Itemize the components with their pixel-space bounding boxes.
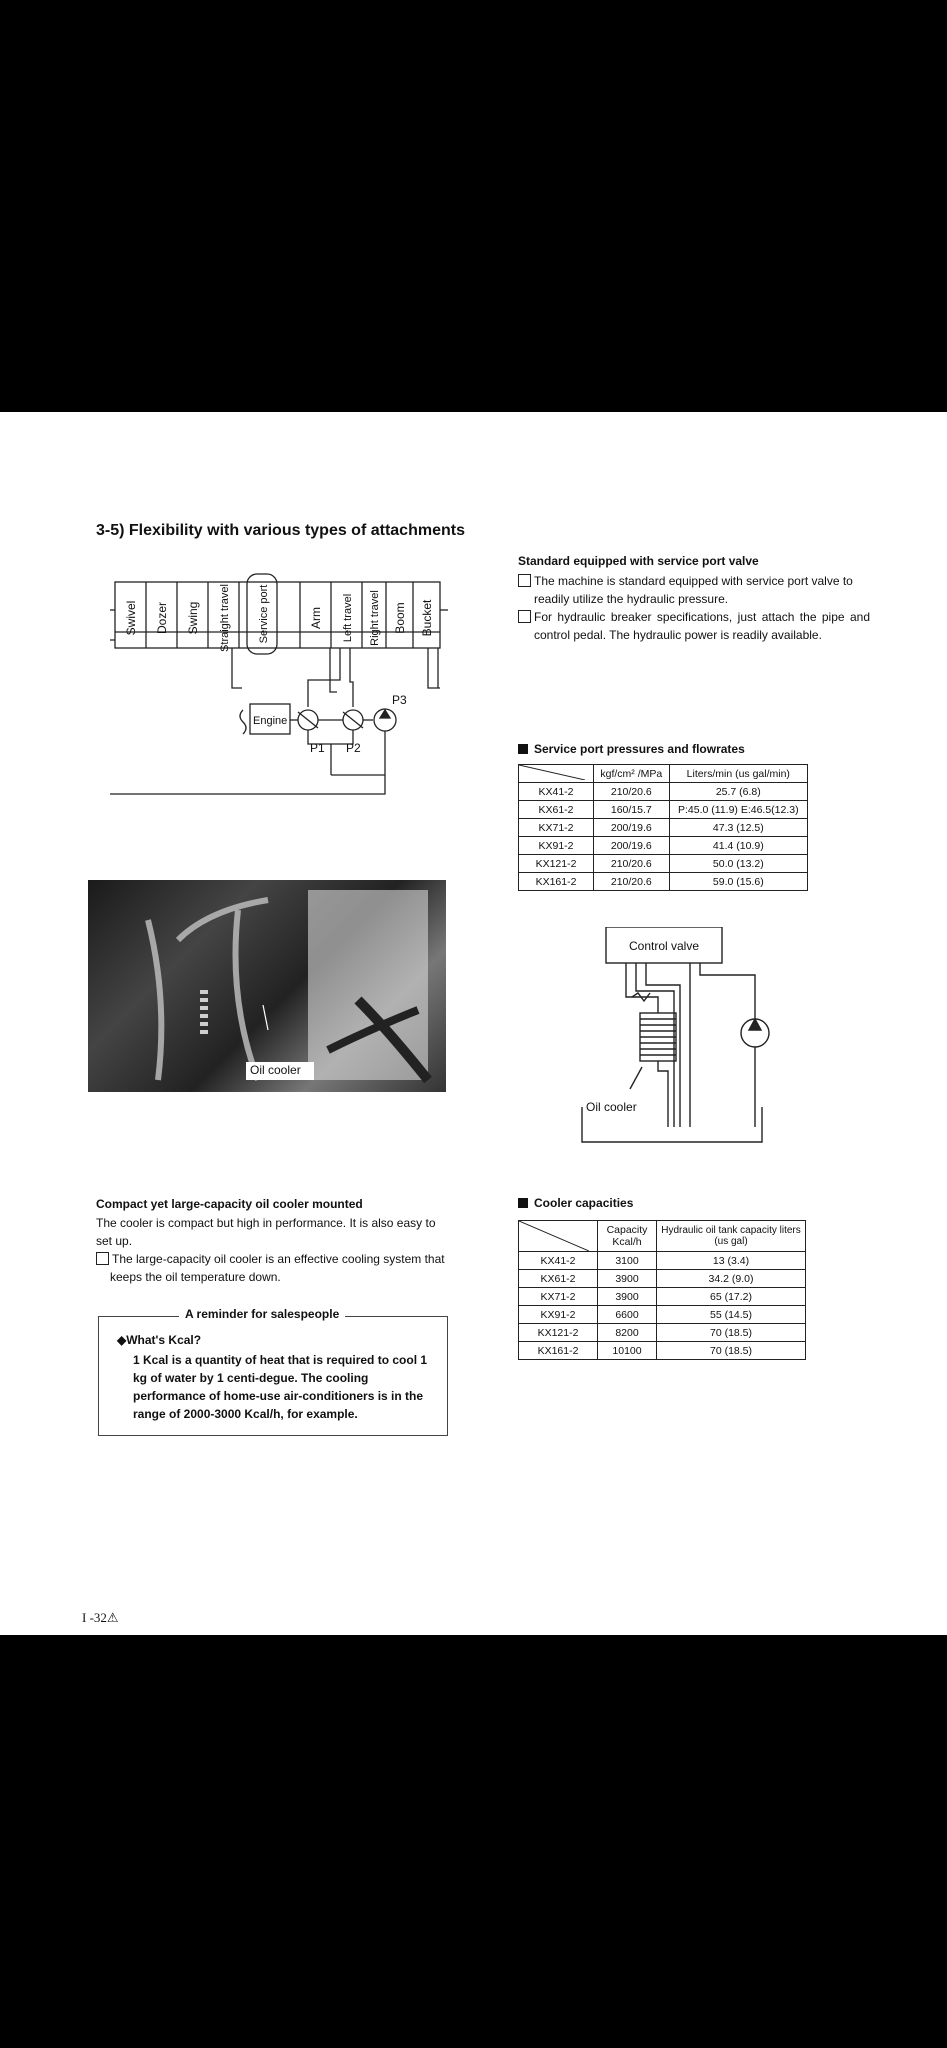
table-row	[519, 801, 808, 819]
cell: 8200	[598, 1324, 657, 1342]
cell: 59.0 (15.6)	[669, 873, 807, 891]
column-header: Hydraulic oil tank capacity liters (us gal)	[657, 1221, 806, 1252]
cell: 210/20.6	[594, 873, 670, 891]
checkbox-icon	[518, 610, 531, 623]
diagonal-cell	[519, 765, 594, 783]
cell: KX161-2	[519, 1342, 598, 1360]
reminder-title: A reminder for salespeople	[179, 1307, 345, 1321]
cell: KX121-2	[519, 855, 594, 873]
cell: 65 (17.2)	[657, 1288, 806, 1306]
heading-text: Cooler capacities	[534, 1196, 634, 1210]
oil-cooler-heading: Compact yet large-capacity oil cooler mounted	[96, 1197, 363, 1211]
table-row	[519, 1306, 806, 1324]
reminder-question: ◆What's Kcal?	[117, 1333, 202, 1347]
cell: KX41-2	[519, 783, 594, 801]
cooler-table-heading	[518, 1196, 633, 1210]
cell: KX91-2	[519, 1306, 598, 1324]
cell: 13 (3.4)	[657, 1252, 806, 1270]
cell: KX61-2	[519, 801, 594, 819]
cell: KX61-2	[519, 1270, 598, 1288]
cell: 34.2 (9.0)	[657, 1270, 806, 1288]
oil-cooler-bullet	[96, 1250, 462, 1286]
control-valve-label: Control valve	[628, 939, 700, 953]
section-title: 3-5) Flexibility with various types of attachments	[96, 522, 465, 539]
cell: KX71-2	[519, 1288, 598, 1306]
engine-label: Engine	[253, 715, 288, 727]
cell: 6600	[598, 1306, 657, 1324]
cell: KX71-2	[519, 819, 594, 837]
cell: 25.7 (6.8)	[669, 783, 807, 801]
valve-label: Dozer	[155, 601, 169, 635]
square-bullet-icon	[518, 1198, 528, 1208]
reminder-box	[98, 1307, 448, 1436]
bullet-text: For hydraulic breaker specifications, just attach the pipe and control pedal. The hydraulic power is readily available.	[534, 610, 870, 642]
cell: 3900	[598, 1270, 657, 1288]
valve-label: Boom	[393, 602, 407, 634]
table-row	[519, 837, 808, 855]
valve-label: Swing	[186, 601, 200, 635]
table-row	[519, 855, 808, 873]
cell: 160/15.7	[594, 801, 670, 819]
photo-label: Oil cooler	[250, 1063, 301, 1077]
pump-label: P2	[346, 741, 361, 755]
valve-label: Service port	[258, 584, 270, 644]
table-row	[519, 783, 808, 801]
table-row	[519, 1288, 806, 1306]
table-header-row	[519, 1221, 806, 1252]
column-header: kgf/cm² /MPa	[594, 765, 670, 783]
cooler-table	[518, 1220, 806, 1360]
valve-label: Swivel	[124, 600, 138, 636]
oil-cooler-text: The cooler is compact but high in performance. It is also easy to set up.	[96, 1216, 436, 1248]
bullet-text: The machine is standard equipped with service port valve to readily utilize the hydraulic pressure.	[534, 574, 853, 606]
cell: 210/20.6	[594, 855, 670, 873]
cell: KX161-2	[519, 873, 594, 891]
table-row	[519, 873, 808, 891]
hydraulic-circuit-diagram	[110, 562, 470, 802]
oil-cooler-photo	[88, 880, 446, 1092]
table-header-row	[519, 765, 808, 783]
table-row	[519, 1324, 806, 1342]
cell: 55 (14.5)	[657, 1306, 806, 1324]
cell: KX41-2	[519, 1252, 598, 1270]
cell: KX121-2	[519, 1324, 598, 1342]
bullet-text: The large-capacity oil cooler is an effective cooling system that keeps the oil temperature down.	[110, 1252, 445, 1284]
table-row	[519, 1252, 806, 1270]
service-port-heading: Standard equipped with service port valve	[518, 554, 759, 568]
oil-cooler-label: Oil cooler	[586, 1100, 637, 1114]
diagonal-cell	[519, 1221, 598, 1252]
cell: 50.0 (13.2)	[669, 855, 807, 873]
cell: 41.4 (10.9)	[669, 837, 807, 855]
cell: 210/20.6	[594, 783, 670, 801]
table-row	[519, 1342, 806, 1360]
reminder-answer: 1 Kcal is a quantity of heat that is required to cool 1 kg of water by 1 centi-degue. The cooling performance of home-use air-conditioners is in the range of 2000-3000 Kcal/h, for example.	[133, 1353, 428, 1421]
valve-label: Straight travel	[219, 584, 231, 652]
pump-label: P3	[392, 693, 407, 707]
cell: 10100	[598, 1342, 657, 1360]
manual-page	[0, 412, 947, 1635]
column-header: Liters/min (us gal/min)	[669, 765, 807, 783]
cell: 3900	[598, 1288, 657, 1306]
square-bullet-icon	[518, 744, 528, 754]
valve-label: Bucket	[420, 599, 434, 637]
cell: 3100	[598, 1252, 657, 1270]
cell: 200/19.6	[594, 837, 670, 855]
column-header: Capacity Kcal/h	[598, 1221, 657, 1252]
cell: P:45.0 (11.9) E:46.5(12.3)	[669, 801, 807, 819]
table-row	[519, 819, 808, 837]
heading-text: Service port pressures and flowrates	[534, 742, 745, 756]
pressure-table	[518, 764, 808, 891]
cell: KX91-2	[519, 837, 594, 855]
valve-label: Left travel	[342, 593, 354, 643]
table-row	[519, 1270, 806, 1288]
photo-detail	[88, 880, 446, 1092]
cell: 70 (18.5)	[657, 1342, 806, 1360]
valve-label: Right travel	[369, 590, 381, 646]
page-number: I -32⚠	[82, 1610, 119, 1625]
valve-label: Arm	[309, 607, 323, 629]
diagonal-line	[519, 765, 585, 780]
cell: 47.3 (12.5)	[669, 819, 807, 837]
checkbox-icon	[96, 1252, 109, 1265]
cell: 200/19.6	[594, 819, 670, 837]
cell: 70 (18.5)	[657, 1324, 806, 1342]
diagonal-line	[519, 1221, 589, 1251]
checkbox-icon	[518, 574, 531, 587]
service-port-bullets	[518, 572, 870, 644]
pump-label: P1	[310, 741, 325, 755]
oil-cooler-schematic	[570, 927, 800, 1162]
pressure-table-heading	[518, 742, 745, 756]
